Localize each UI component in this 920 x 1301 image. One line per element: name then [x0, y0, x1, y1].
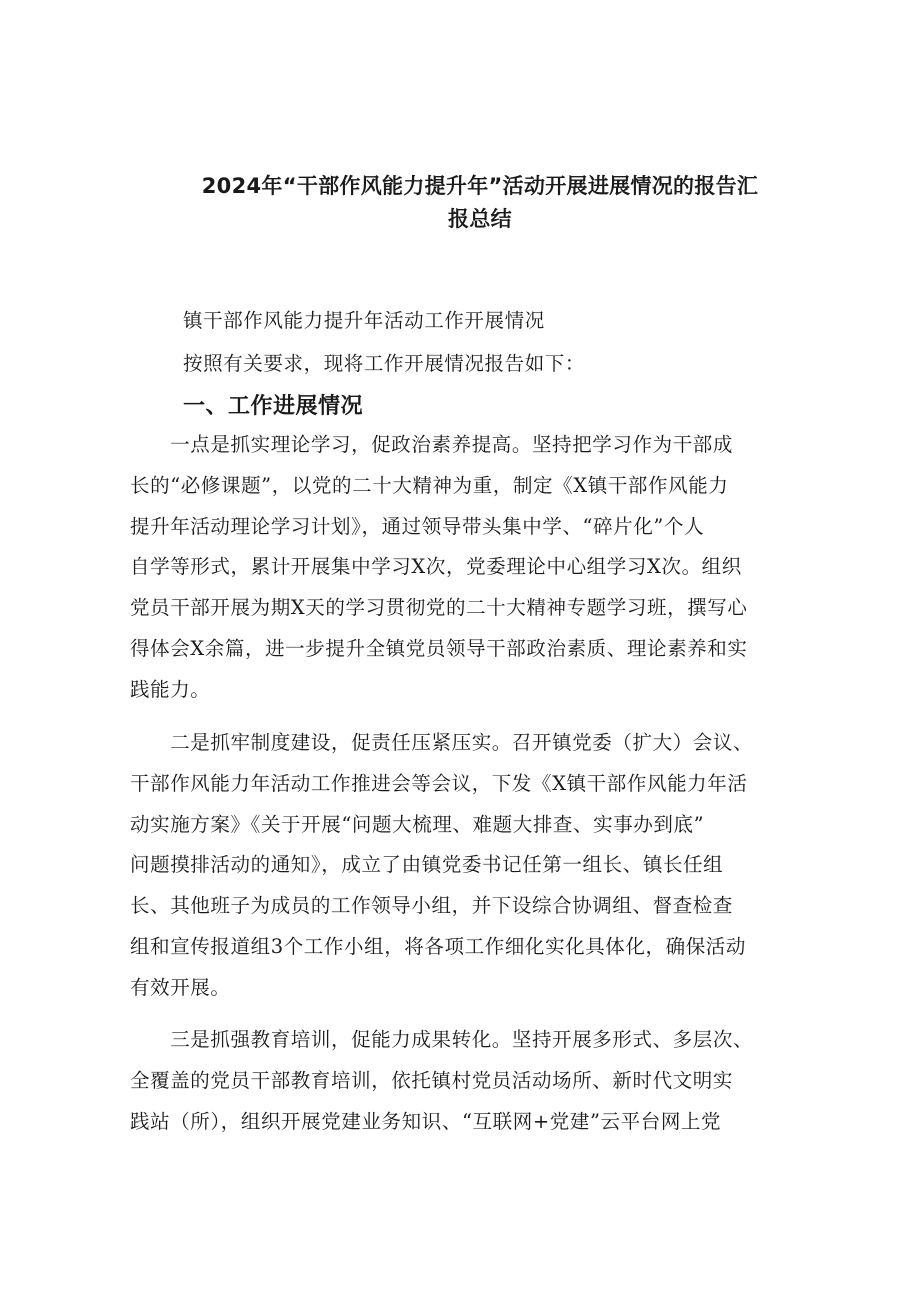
paragraph-line: 动实施方案》《关于开展“问题大梳理、难题大排查、实事办到底”	[130, 812, 705, 836]
paragraph-line: 践站（所），组织开展党建业务知识、“互联网+党建”云平台网上党	[130, 1109, 722, 1133]
title-line-1: 2024年“干部作风能力提升年”活动开展进展情况的报告汇	[201, 174, 759, 198]
paragraph-3	[130, 1020, 810, 1142]
paragraph-line: 长的“必修课题”，以党的二十大精神为重，制定《X镇干部作风能力	[130, 473, 729, 497]
paragraph-line: 党员干部开展为期X天的学习贯彻党的二十大精神专题学习班，撰写心	[130, 596, 748, 620]
paragraph-line: 组和宣传报道组3个工作小组，将各项工作细化实化具体化，确保活动	[130, 934, 747, 958]
paragraph-line: 践能力。	[130, 677, 211, 701]
paragraph-line: 全覆盖的党员干部教育培训，依托镇村党员活动场所、新时代文明实	[130, 1068, 734, 1092]
intro-line-2: 按照有关要求，现将工作开展情况报告如下：	[183, 352, 586, 375]
section-heading: 一、工作进展情况	[183, 394, 364, 419]
paragraph-line: 提升年活动理论学习计划》，通过领导带头集中学、“碎片化”个人	[130, 514, 705, 538]
paragraph-line: 有效开展。	[130, 975, 231, 999]
paragraph-2	[130, 723, 810, 1009]
paragraph-line: 自学等形式，累计开展集中学习X次，党委理论中心组学习X次。组织	[130, 555, 742, 579]
paragraph-line: 干部作风能力年活动工作推进会等会议，下发《X镇干部作风能力年活	[130, 771, 748, 795]
paragraph-line: 三是抓强教育培训，促能力成果转化。坚持开展多形式、多层次、	[130, 1028, 754, 1051]
paragraph-line: 二是抓牢制度建设，促责任压紧压实。召开镇党委（扩大）会议、	[130, 731, 754, 754]
title-line-2: 报总结	[448, 207, 512, 231]
paragraph-line: 长、其他班子为成员的工作领导小组，并下设综合协调组、督查检查	[130, 894, 734, 918]
paragraph-line: 一点是抓实理论学习，促政治素养提高。坚持把学习作为干部成	[130, 433, 734, 456]
paragraph-line: 得体会X余篇，进一步提升全镇党员领导干部政治素质、理论素养和实	[130, 636, 748, 660]
intro-line-1: 镇干部作风能力提升年活动工作开展情况	[183, 309, 545, 332]
document-title	[170, 170, 790, 236]
paragraph-line: 问题摸排活动的通知》，成立了由镇党委书记任第一组长、镇长任组	[130, 853, 724, 877]
paragraph-1	[130, 425, 810, 711]
